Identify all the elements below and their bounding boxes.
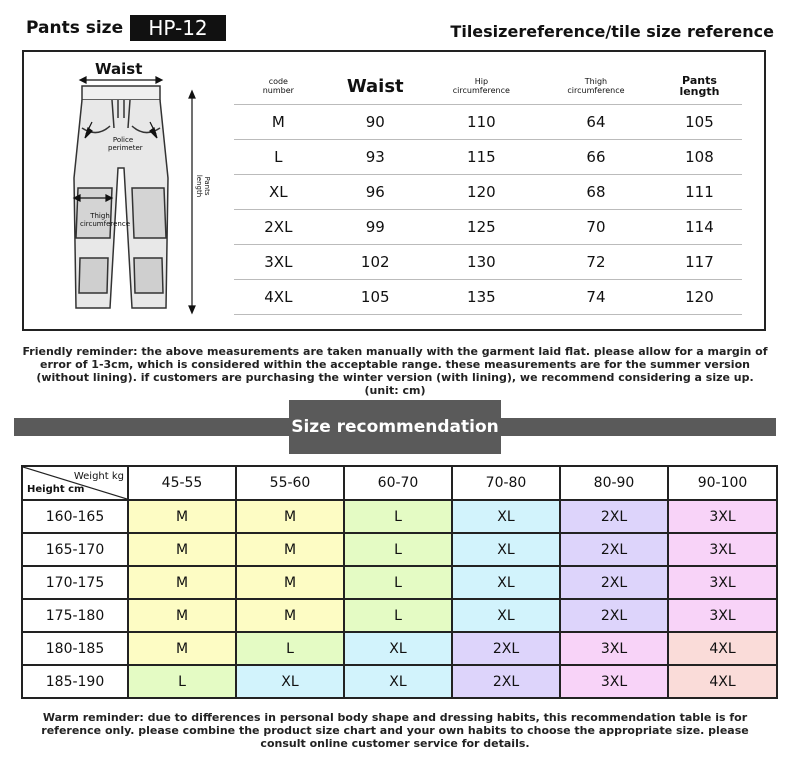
col-length [657,68,742,105]
measurement-cell-waist: 102 [323,245,428,280]
recommendation-row [22,665,777,698]
height-row-header: 185-190 [22,665,128,698]
recommended-size-cell: 3XL [560,665,668,698]
measurement-cell-hip: 115 [428,140,535,175]
measurement-cell-size: 2XL [234,210,323,245]
waist-header: Waist [346,75,404,97]
recommendation-table [21,465,778,699]
recommended-size-cell: 3XL [668,599,777,632]
measurement-cell-size: XL [234,175,323,210]
measurement-cell-hip: 120 [428,175,535,210]
recommendation-row [22,632,777,665]
recommended-size-cell: XL [344,665,452,698]
corner-cell [22,466,128,500]
measurement-cell-length: 108 [657,140,742,175]
measurement-cell-length: 105 [657,105,742,140]
recommended-size-cell: XL [452,599,560,632]
model-badge: HP-12 [130,15,226,41]
recommended-size-cell: L [344,500,452,533]
measurement-cell-length: 120 [657,280,742,315]
measurement-cell-size: M [234,105,323,140]
col-waist [323,68,428,105]
recommended-size-cell: 2XL [452,632,560,665]
recommended-size-cell: XL [344,632,452,665]
recommended-size-cell: 2XL [560,533,668,566]
measurement-cell-hip: 125 [428,210,535,245]
col-thigh [535,68,657,105]
recommended-size-cell: 3XL [668,533,777,566]
measurement-row [234,280,742,315]
recommended-size-cell: 3XL [560,632,668,665]
measurement-cell-size: L [234,140,323,175]
measurement-row [234,140,742,175]
recommended-size-cell: 4XL [668,665,777,698]
measurement-cell-length: 114 [657,210,742,245]
measurement-row [234,175,742,210]
recommended-size-cell: 4XL [668,632,777,665]
col-hip [428,68,535,105]
weight-column-header: 60-70 [344,466,452,500]
measurement-cell-hip: 135 [428,280,535,315]
measurement-cell-thigh: 70 [535,210,657,245]
friendly-reminder: Friendly reminder: the above measurements are taken manually with the garment laid flat. please allow for a margin of error of 1-3cm, which is considered within the acceptable range. these measurements are for the summer version (without lining). if customers are purchasing the winter version (with lining), we recommend considering a size up. (unit: cm) [22,345,768,397]
pants-illustration [52,58,222,326]
recommendation-header-row [22,466,777,500]
recommended-size-cell: L [236,632,344,665]
weight-column-header: 90-100 [668,466,777,500]
thigh-label: Thigh circumference [80,212,131,228]
measurement-cell-thigh: 72 [535,245,657,280]
length-header: Pants length [679,74,720,98]
height-axis-label: Height cm [27,484,85,495]
measurement-cell-thigh: 66 [535,140,657,175]
recommended-size-cell: M [128,566,236,599]
measurement-cell-hip: 110 [428,105,535,140]
recommended-size-cell: M [128,500,236,533]
hip-header: Hip circumference [452,77,510,95]
weight-column-header: 45-55 [128,466,236,500]
length-label: Pants length [195,174,211,198]
height-row-header: 160-165 [22,500,128,533]
recommended-size-cell: 3XL [668,566,777,599]
measurement-row [234,210,742,245]
recommendation-row [22,533,777,566]
measurement-cell-thigh: 74 [535,280,657,315]
recommended-size-cell: 2XL [560,599,668,632]
measurement-cell-waist: 105 [323,280,428,315]
height-row-header: 170-175 [22,566,128,599]
recommended-size-cell: XL [452,533,560,566]
weight-column-header: 70-80 [452,466,560,500]
col-code [234,68,323,105]
weight-column-header: 55-60 [236,466,344,500]
measurement-cell-size: 3XL [234,245,323,280]
recommended-size-cell: M [236,500,344,533]
recommended-size-cell: 2XL [560,566,668,599]
measurement-cell-size: 4XL [234,280,323,315]
measurement-cell-thigh: 64 [535,105,657,140]
measurement-cell-waist: 93 [323,140,428,175]
recommended-size-cell: M [128,632,236,665]
recommended-size-cell: 2XL [560,500,668,533]
page-title: Pants size [26,18,124,38]
measurement-cell-length: 117 [657,245,742,280]
recommended-size-cell: XL [452,500,560,533]
recommended-size-cell: M [128,533,236,566]
recommended-size-cell: M [236,566,344,599]
recommended-size-cell: M [128,599,236,632]
measurement-table [234,68,742,315]
recommended-size-cell: L [344,566,452,599]
measurement-row [234,245,742,280]
measurement-cell-waist: 99 [323,210,428,245]
measurement-header-row [234,68,742,105]
weight-column-header: 80-90 [560,466,668,500]
measurement-cell-thigh: 68 [535,175,657,210]
recommended-size-cell: M [236,599,344,632]
thigh-header: Thigh circumference [567,77,625,95]
measurement-row [234,105,742,140]
height-row-header: 175-180 [22,599,128,632]
measurement-cell-length: 111 [657,175,742,210]
measurement-cell-waist: 96 [323,175,428,210]
measurement-cell-hip: 130 [428,245,535,280]
measurement-cell-waist: 90 [323,105,428,140]
height-row-header: 165-170 [22,533,128,566]
recommended-size-cell: XL [452,566,560,599]
recommendation-row [22,500,777,533]
recommended-size-cell: L [344,599,452,632]
recommendation-row [22,566,777,599]
size-reference-title: Tilesizereference/tile size reference [450,22,774,41]
weight-axis-label: Weight kg [73,471,124,482]
recommended-size-cell: L [344,533,452,566]
recommended-size-cell: M [236,533,344,566]
height-row-header: 180-185 [22,632,128,665]
warm-reminder: Warm reminder: due to differences in personal body shape and dressing habits, this recommendation table is for reference only. please combine the product size chart and your own habits to choose the appropriate size. please consult online customer service for details. [41,711,749,750]
recommended-size-cell: 2XL [452,665,560,698]
recommendation-row [22,599,777,632]
recommended-size-cell: L [128,665,236,698]
hip-label: Police perimeter [108,136,143,152]
size-recommendation-title: Size recommendation [289,400,501,454]
recommended-size-cell: 3XL [668,500,777,533]
waist-label: Waist [95,60,143,78]
code-header: code number [262,77,294,95]
recommended-size-cell: XL [236,665,344,698]
